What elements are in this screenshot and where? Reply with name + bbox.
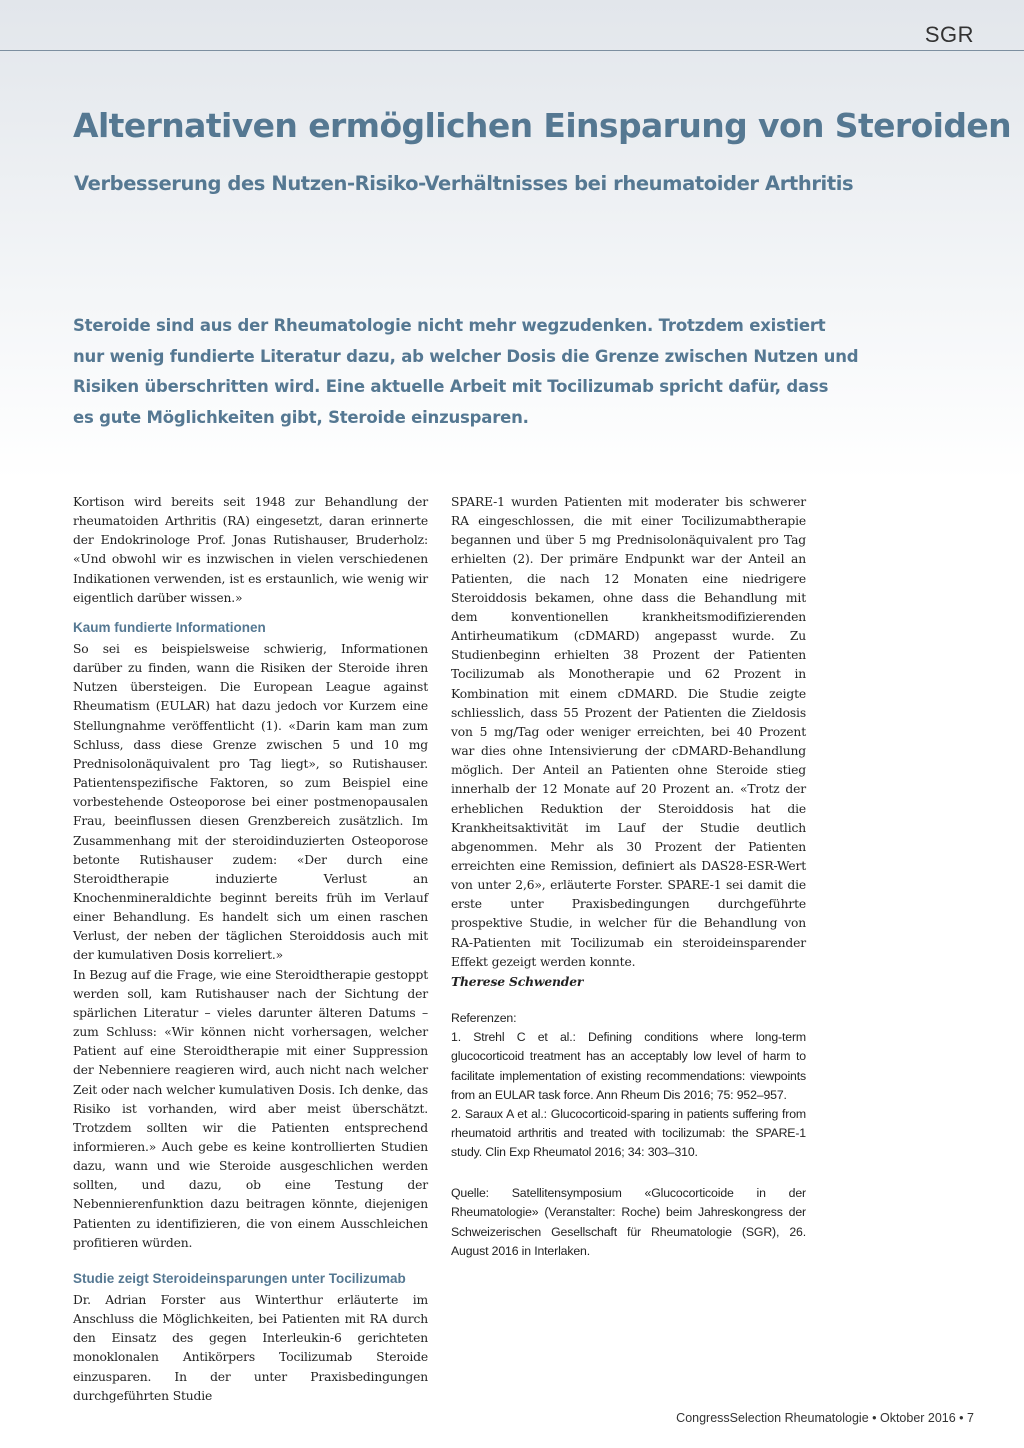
right-column xyxy=(451,493,806,1261)
lead-line: nur wenig fundierte Literatur dazu, ab welcher Dosis die Grenze zwischen Nutzen und xyxy=(73,346,859,366)
body-paragraph: SPARE-1 wurden Patienten mit moderater bis schwerer RA eingeschlossen, die mit einer Tocilizumabtherapie begannen und über 5 mg Prednisolonäquivalent pro Tag erhielten (2). Der primäre Endpunkt war der Anteil an Patienten, die nach 12 Monaten eine niedrigere Steroiddosis bekamen, ohne dass die Behandlung mit dem konventionellen krankheitsmodifizierenden Antirheumatikum (cDMARD) angepasst wurde. Zu Studienbeginn erhielten 38 Prozent der Patienten Tocilizumab als Monotherapie und 62 Prozent in Kombination mit einem cDMARD. Die Studie zeigte schliesslich, dass 55 Prozent der Patienten die Zieldosis von 5 mg/Tag oder weniger erreichten, bei 40 Prozent war dies ohne Intensivierung der cDMARD-Behandlung möglich. Der Anteil an Patienten ohne Steroide stieg innerhalb der 12 Monate auf 20 Prozent an. «Trotz der erheblichen Reduktion der Steroiddosis hat die Krankheitsaktivität im Lauf der Studie deutlich abgenommen. Mehr als 30 Prozent der Patienten erreichten eine Remission, definiert als DAS28-ESR-Wert von unter 2,6», erläuterte Forster. SPARE-1 sei damit die erste unter Praxisbedingungen durchgeführte prospektive Studie, in welcher für die Behandlung von RA-Patienten mit Tocilizumab ein steroideinsparender Effekt gezeigt werden konnte. xyxy=(451,495,806,969)
lead-line: es gute Möglichkeiten gibt, Steroide einzusparen. xyxy=(73,407,529,427)
body-paragraph: So sei es beispielsweise schwierig, Informationen darüber zu finden, wann die Risiken der Steroide ihren Nutzen übersteigen. Die European League against Rheumatism (EULAR) hat dazu jedoch vor Kurzem eine Stellungnahme veröffentlicht (1). «Darin kam man zum Schluss, dass diese Grenze zwischen 5 und 10 mg Prednisolonäquivalent pro Tag liegt», so Rutishauser. Patientenspezifische Faktoren, so zum Beispiel eine vorbestehende Osteoporose bei einer postmenopausalen Frau, beeinflussen diesen Grenzbereich zusätzlich. Im Zusammenhang mit der steroidinduzierten Osteoporose betonte Rutishauser zudem: «Der durch eine Steroidtherapie induzierte Verlust an Knochenmineraldichte beginnt bereits früh im Verlauf einer Behandlung. Es handelt sich um einen raschen Verlust, der neben der täglichen Steroiddosis auch mit der kumulativen Dosis korreliert.» xyxy=(73,641,428,963)
article-subtitle: Verbesserung des Nutzen-Risiko-Verhältnisses bei rheumatoider Arthritis xyxy=(74,172,854,195)
article-title: Alternativen ermöglichen Einsparung von Steroiden xyxy=(73,106,1012,145)
body-paragraph: Kortison wird bereits seit 1948 zur Behandlung der rheumatoiden Arthritis (RA) eingesetzt, daran erinnerte der Endokrinologe Prof. Jonas Rutishauser, Bruderholz: «Und obwohl wir es inzwischen in vielen verschiedenen Indikationen verwenden, ist es erstaunlich, wie wenig wir eigentlich darüber wissen.» xyxy=(73,495,428,605)
reference-item: 2. Saraux A et al.: Glucocorticoid-sparing in patients suffering from rheumatoid arthritis and treated with tocilizumab: the SPARE-1 study. Clin Exp Rheumatol 2016; 34: 303–310. xyxy=(451,1106,806,1160)
body-paragraph: Dr. Adrian Forster aus Winterthur erläuterte im Anschluss die Möglichkeiten, bei Patienten mit RA durch den Einsatz des gegen Interleukin-6 gerichteten monoklonalen Antikörpers Tocilizumab Steroide einzusparen. In der unter Praxisbedingungen durchgeführten Studie xyxy=(73,1292,428,1403)
page-footer: CongressSelection Rheumatologie • Oktober 2016 • 7 xyxy=(676,1411,974,1425)
body-paragraph: In Bezug auf die Frage, wie eine Steroidtherapie gestoppt werden soll, kam Rutishauser nach der Sichtung der spärlichen Literatur – vieles darunter älteren Datums – zum Schluss: «Wir können nicht vorhersagen, welcher Patient auf eine Steroidtherapie mit einer Suppression der Nebenniere reagieren wird, auch nicht nach welcher Zeit oder nach welcher kumulativen Dosis. Ich denke, das Risiko ist vorhanden, wird aber meist überschätzt. Trotzdem sollten wir die Patienten entsprechend informieren.» Auch gebe es keine kontrollierten Studien dazu, wann und wie Steroide ausgeschlichen werden sollten, und dazu, ob eine Testung der Nebennierenfunktion dazu beitragen könnte, diejenigen Patienten zu identifizieren, die von einem Ausschleichen profitieren würden. xyxy=(73,967,428,1250)
references-heading: Referenzen: xyxy=(451,1011,517,1026)
left-column xyxy=(73,493,428,1406)
section-label: SGR xyxy=(924,22,974,47)
reference-item: 1. Strehl C et al.: Defining conditions where long-term glucocorticoid treatment has an acceptably low level of harm to facilitate implementation of existing recommendations: viewpoints from an EULAR task force. Ann Rheum Dis 2016; 75: 952–957. xyxy=(451,1030,806,1102)
author-name: Therese Schwender xyxy=(451,973,584,989)
header-rule xyxy=(0,50,1024,51)
lead-line: Steroide sind aus der Rheumatologie nicht mehr wegzudenken. Trotzdem existiert xyxy=(73,316,826,335)
source-note: Quelle: Satellitensymposium «Glucocorticoide in der Rheumatologie» (Veranstalter: Roche) beim Jahreskongress der Schweizerischen Gesellschaft für Rheumatologie (SGR), 26. August 2016 in Interlaken. xyxy=(451,1186,806,1258)
lead-paragraph xyxy=(73,311,858,433)
section-heading: Studie zeigt Steroideinsparungen unter Tocilizumab xyxy=(73,1270,406,1286)
lead-line: Risiken überschritten wird. Eine aktuelle Arbeit mit Tocilizumab spricht dafür, dass xyxy=(73,377,829,396)
section-heading: Kaum fundierte Informationen xyxy=(73,619,266,635)
